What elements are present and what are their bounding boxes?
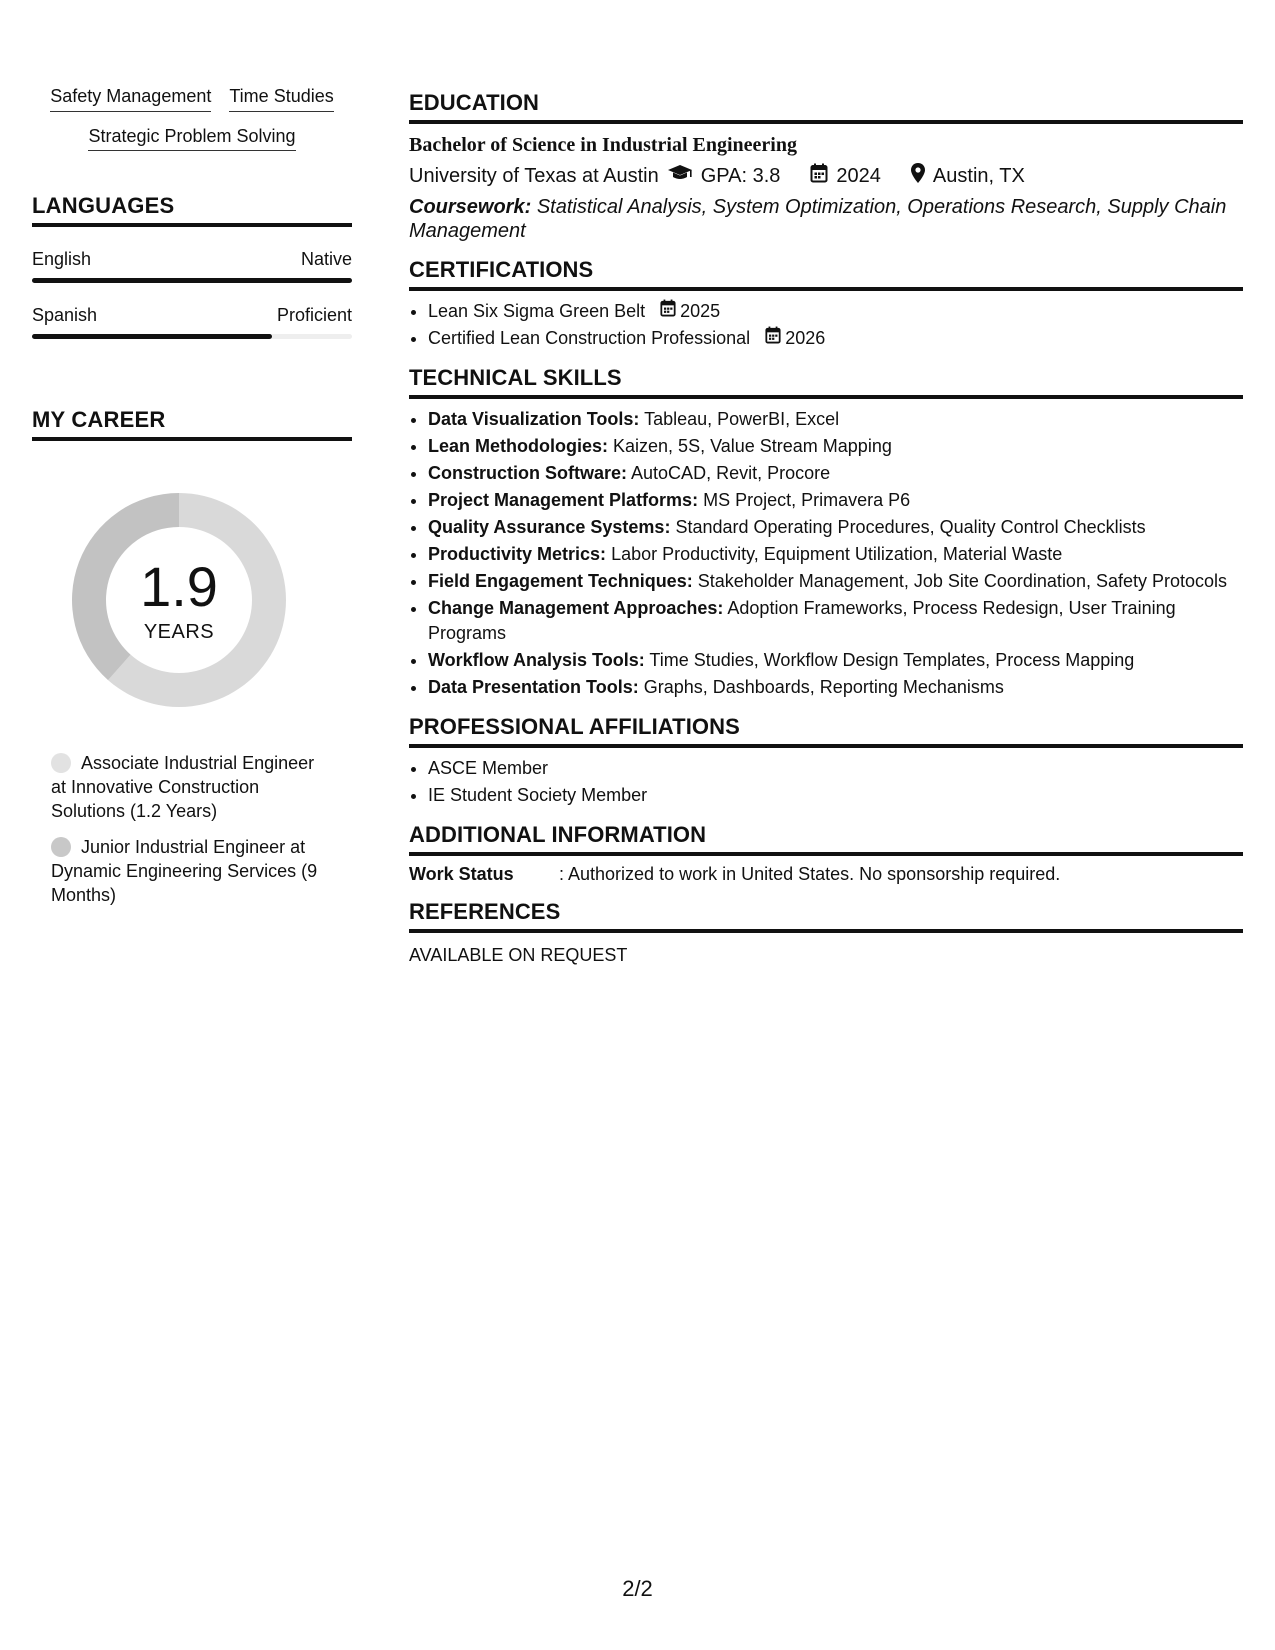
skill-value: Tableau, PowerBI, Excel [644, 409, 840, 429]
certification-item [428, 299, 1243, 324]
language-bar-fill [32, 278, 352, 283]
page-number: 2/2 [622, 1576, 653, 1601]
gpa: GPA: 3.8 [700, 164, 781, 187]
skill-label: Construction Software: [428, 463, 628, 483]
language-item [32, 249, 352, 283]
skill-item [428, 569, 1243, 594]
language-name: Spanish [32, 305, 98, 326]
career-item-text: Junior Industrial Engineer at Dynamic Engineering Services (9 Months) [51, 837, 318, 906]
career-item [51, 835, 331, 907]
skill-item [428, 407, 1243, 432]
skill-label: Field Engagement Techniques: [428, 571, 693, 591]
career-donut-chart [64, 485, 294, 715]
skill-item [428, 648, 1243, 673]
career-list [51, 751, 331, 907]
certification-name: Certified Lean Construction Professional [428, 328, 751, 348]
education-section [409, 90, 1243, 243]
language-level: Native [300, 249, 352, 270]
career-total-value: 1.9 [140, 555, 218, 619]
skill-value: Standard Operating Procedures, Quality Control Checklists [675, 517, 1146, 537]
skill-item [428, 488, 1243, 513]
skill-label: Quality Assurance Systems: [428, 517, 671, 537]
technical-skills-section [409, 365, 1243, 700]
graduation-year: 2024 [836, 164, 881, 187]
language-bar [32, 334, 352, 339]
skill-value: Stakeholder Management, Job Site Coordination, Safety Protocols [697, 571, 1228, 591]
skill-value: Time Studies, Workflow Design Templates, Process Mapping [649, 650, 1135, 670]
career-item [51, 751, 331, 823]
location-pin-icon [911, 163, 925, 189]
career-total-unit: YEARS [143, 621, 215, 644]
certification-name: Lean Six Sigma Green Belt [428, 301, 646, 321]
school-location: Austin, TX [932, 164, 1025, 187]
skill-value: MS Project, Primavera P6 [703, 490, 911, 510]
skill-value: Graphs, Dashboards, Reporting Mechanisms [643, 677, 1004, 697]
certifications-heading: CERTIFICATIONS [409, 257, 1243, 291]
language-level: Proficient [276, 305, 352, 326]
career-heading: MY CAREER [32, 407, 352, 441]
certification-year: 2025 [680, 301, 721, 321]
work-status-value: : Authorized to work in United States. No sponsorship required. [559, 864, 1061, 884]
skill-tag: Strategic Problem Solving [88, 122, 295, 152]
education-meta [409, 163, 1243, 189]
skill-label: Workflow Analysis Tools: [428, 650, 645, 670]
languages-heading: LANGUAGES [32, 193, 352, 227]
left-column [32, 82, 352, 919]
skill-item [428, 515, 1243, 540]
certification-item [428, 326, 1243, 351]
references-text: AVAILABLE ON REQUEST [409, 945, 628, 965]
work-status-label: Work Status [409, 864, 514, 884]
calendar-icon [765, 326, 781, 351]
calendar-icon [810, 163, 828, 189]
coursework-text: Statistical Analysis, System Optimization, Operations Research, Supply Chain Management [409, 196, 1227, 242]
skill-item [428, 596, 1243, 646]
additional-info-section [409, 822, 1243, 885]
education-heading: EDUCATION [409, 90, 1243, 124]
skill-tag: Safety Management [50, 82, 211, 112]
skill-item [428, 434, 1243, 459]
skill-label: Lean Methodologies: [428, 436, 608, 456]
skill-item [428, 542, 1243, 567]
additional-info-heading: ADDITIONAL INFORMATION [409, 822, 1243, 856]
skill-item [428, 675, 1243, 700]
career-item-text: Associate Industrial Engineer at Innovative Construction Solutions (1.2 Years) [51, 753, 315, 822]
affiliation-item: • IE Student Society Member [428, 783, 1243, 808]
skill-item [428, 461, 1243, 486]
calendar-icon [660, 299, 676, 324]
graduation-cap-icon [667, 164, 693, 188]
skill-label: Data Presentation Tools: [428, 677, 639, 697]
references-heading: REFERENCES [409, 899, 1243, 933]
certifications-section [409, 257, 1243, 351]
skill-value: Labor Productivity, Equipment Utilization, Material Waste [611, 544, 1063, 564]
skill-value: Kaizen, 5S, Value Stream Mapping [613, 436, 892, 456]
affiliations-section [409, 714, 1243, 808]
school-name: University of Texas at Austin [409, 164, 659, 187]
coursework [409, 195, 1243, 243]
affiliation-item: • ASCE Member [428, 756, 1243, 781]
technical-skills-heading: TECHNICAL SKILLS [409, 365, 1243, 399]
skill-label: Productivity Metrics: [428, 544, 607, 564]
references-section [409, 899, 1243, 966]
skill-value: AutoCAD, Revit, Procore [631, 463, 831, 483]
language-bar [32, 278, 352, 283]
languages-section [32, 193, 352, 339]
skill-tags [32, 82, 352, 151]
career-dot-icon [51, 753, 71, 773]
certification-year: 2026 [785, 328, 826, 348]
skill-label: Change Management Approaches: [428, 598, 724, 618]
affiliations-heading: PROFESSIONAL AFFILIATIONS [409, 714, 1243, 748]
degree-title: Bachelor of Science in Industrial Engineering [409, 134, 797, 156]
skill-label: Data Visualization Tools: [428, 409, 640, 429]
skill-value: Adoption Frameworks, Process Redesign, User Training Programs [428, 598, 1176, 643]
language-item [32, 305, 352, 339]
career-dot-icon [51, 837, 71, 857]
skill-label: Project Management Platforms: [428, 490, 699, 510]
work-status-row [409, 864, 1243, 885]
right-column [409, 90, 1243, 980]
career-section [32, 407, 352, 907]
language-name: English [32, 249, 92, 270]
coursework-label: Coursework: [409, 196, 532, 218]
language-bar-fill [32, 334, 272, 339]
skill-tag: Time Studies [229, 82, 333, 112]
